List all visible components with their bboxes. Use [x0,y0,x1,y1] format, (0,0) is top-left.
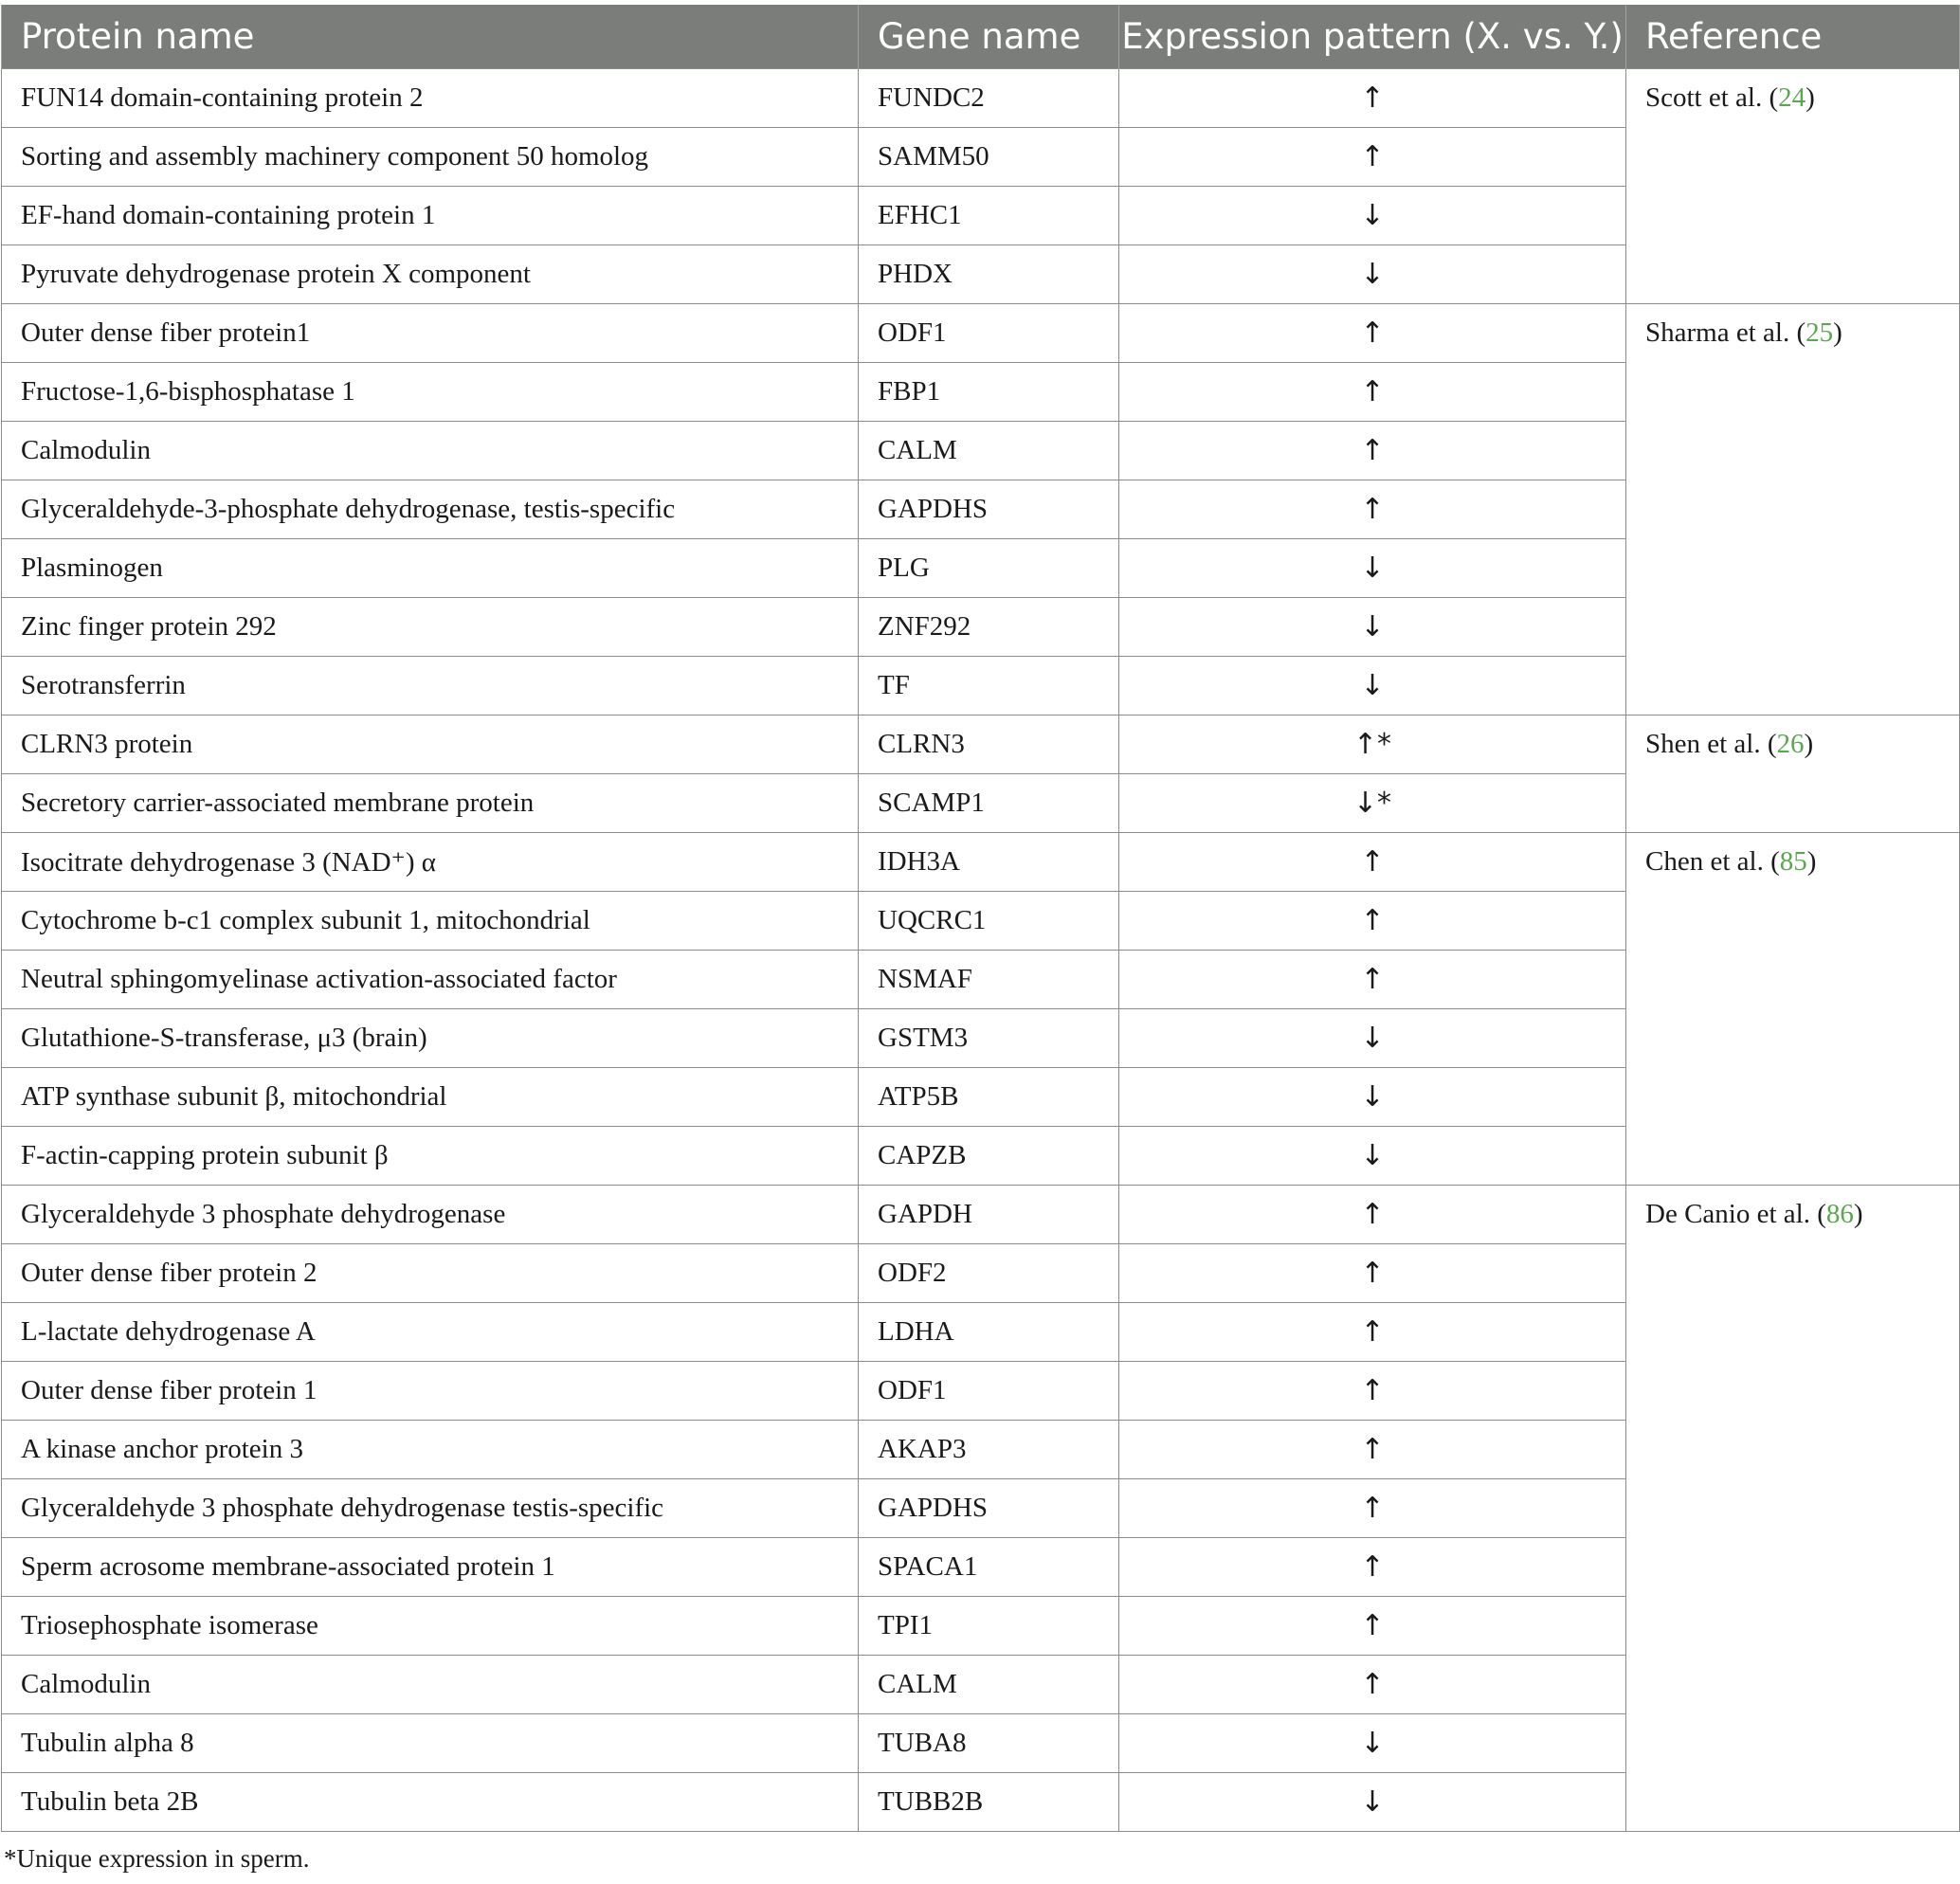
table-row [2,304,1960,363]
protein-name-cell: Calmodulin [2,422,859,480]
reference-author: Chen et al. [1645,846,1764,877]
expression-pattern-cell: ↑ [1119,833,1626,892]
header-protein-name: Protein name [2,5,859,69]
gene-name-cell: GAPDH [859,1186,1119,1244]
gene-name-cell: AKAP3 [859,1421,1119,1479]
expression-pattern-cell: ↑ [1119,1362,1626,1421]
protein-name-cell: ATP synthase subunit β, mitochondrial [2,1068,859,1127]
expression-pattern-cell: ↓ [1119,657,1626,716]
protein-name-cell: EF-hand domain-containing protein 1 [2,187,859,245]
expression-pattern-cell: ↓ [1119,1127,1626,1186]
expression-pattern-cell: ↑ [1119,1303,1626,1362]
expression-pattern-cell: ↑ [1119,951,1626,1009]
protein-name-cell: F-actin-capping protein subunit β [2,1127,859,1186]
protein-name-cell: Cytochrome b-c1 complex subunit 1, mitochondrial [2,892,859,951]
gene-name-cell: PHDX [859,245,1119,304]
expression-pattern-cell: ↓ [1119,1068,1626,1127]
gene-name-cell: GAPDHS [859,480,1119,539]
reference-author: Sharma et al. [1645,317,1790,348]
protein-name-cell: L-lactate dehydrogenase A [2,1303,859,1362]
gene-name-cell: EFHC1 [859,187,1119,245]
gene-name-cell: SCAMP1 [859,774,1119,833]
expression-pattern-cell: ↑ [1119,892,1626,951]
expression-pattern-cell: ↓ [1119,245,1626,304]
protein-name-cell: Glyceraldehyde 3 phosphate dehydrogenase testis-specific [2,1479,859,1538]
reference-cell: De Canio et al. (86) [1626,1186,1960,1832]
citation-link[interactable]: 86 [1825,1199,1854,1229]
gene-name-cell: CLRN3 [859,716,1119,774]
gene-name-cell: CAPZB [859,1127,1119,1186]
protein-name-cell: Sperm acrosome membrane-associated protein 1 [2,1538,859,1597]
gene-name-cell: TF [859,657,1119,716]
gene-name-cell: TPI1 [859,1597,1119,1656]
protein-name-cell: Glutathione-S-transferase, μ3 (brain) [2,1009,859,1068]
protein-name-cell: Zinc finger protein 292 [2,598,859,657]
header-expression-pattern: Expression pattern (X. vs. Y.) [1119,5,1626,69]
footnote: *Unique expression in sperm. [4,1844,310,1873]
expression-pattern-cell: ↓ [1119,1714,1626,1773]
reference-cell: Scott et al. (24) [1626,69,1960,304]
protein-name-cell: Glyceraldehyde-3-phosphate dehydrogenase, testis-specific [2,480,859,539]
protein-name-cell: Outer dense fiber protein 2 [2,1244,859,1303]
table-body [2,69,1960,1832]
reference-author: De Canio et al. [1645,1199,1810,1229]
protein-name-cell: FUN14 domain-containing protein 2 [2,69,859,128]
protein-name-cell: Tubulin alpha 8 [2,1714,859,1773]
gene-name-cell: SAMM50 [859,128,1119,187]
expression-pattern-cell: ↑ [1119,1244,1626,1303]
table-row [2,1186,1960,1244]
protein-name-cell: Neutral sphingomyelinase activation-associated factor [2,951,859,1009]
reference-cell: Sharma et al. (25) [1626,304,1960,716]
gene-name-cell: CALM [859,422,1119,480]
gene-name-cell: ODF1 [859,304,1119,363]
expression-pattern-cell: ↓ [1119,1009,1626,1068]
gene-name-cell: GSTM3 [859,1009,1119,1068]
protein-name-cell: CLRN3 protein [2,716,859,774]
expression-pattern-cell: ↑ [1119,1597,1626,1656]
expression-pattern-cell: ↑ [1119,1656,1626,1714]
expression-pattern-cell: ↓ [1119,598,1626,657]
protein-name-cell: Triosephosphate isomerase [2,1597,859,1656]
protein-name-cell: Serotransferrin [2,657,859,716]
header-reference: Reference [1626,5,1960,69]
gene-name-cell: FUNDC2 [859,69,1119,128]
expression-pattern-cell: ↑ [1119,363,1626,422]
gene-name-cell: GAPDHS [859,1479,1119,1538]
expression-pattern-cell: ↓ [1119,1773,1626,1832]
gene-name-cell: TUBA8 [859,1714,1119,1773]
citation-link[interactable]: 25 [1806,317,1834,348]
protein-name-cell: Glyceraldehyde 3 phosphate dehydrogenase [2,1186,859,1244]
protein-name-cell: Secretory carrier-associated membrane protein [2,774,859,833]
header-row [2,5,1960,69]
gene-name-cell: FBP1 [859,363,1119,422]
gene-name-cell: TUBB2B [859,1773,1119,1832]
expression-pattern-cell: ↑ [1119,304,1626,363]
gene-name-cell: CALM [859,1656,1119,1714]
gene-name-cell: NSMAF [859,951,1119,1009]
citation-link[interactable]: 26 [1776,729,1805,759]
expression-pattern-cell: ↑ [1119,480,1626,539]
protein-name-cell: Fructose-1,6-bisphosphatase 1 [2,363,859,422]
expression-pattern-cell: ↓* [1119,774,1626,833]
expression-pattern-cell: ↑ [1119,1479,1626,1538]
protein-name-cell: Tubulin beta 2B [2,1773,859,1832]
table-row [2,716,1960,774]
gene-name-cell: ODF1 [859,1362,1119,1421]
protein-name-cell: Outer dense fiber protein 1 [2,1362,859,1421]
gene-name-cell: PLG [859,539,1119,598]
expression-pattern-cell: ↑ [1119,1538,1626,1597]
gene-name-cell: ZNF292 [859,598,1119,657]
expression-pattern-cell: ↓ [1119,539,1626,598]
gene-name-cell: IDH3A [859,833,1119,892]
gene-name-cell: ODF2 [859,1244,1119,1303]
protein-name-cell: Isocitrate dehydrogenase 3 (NAD⁺) α [2,833,859,892]
reference-cell: Chen et al. (85) [1626,833,1960,1186]
expression-pattern-cell: ↑ [1119,128,1626,187]
expression-pattern-cell: ↑ [1119,422,1626,480]
reference-cell: Shen et al. (26) [1626,716,1960,833]
protein-name-cell: Calmodulin [2,1656,859,1714]
reference-author: Scott et al. [1645,82,1763,113]
expression-pattern-cell: ↑ [1119,69,1626,128]
expression-pattern-cell: ↑ [1119,1421,1626,1479]
gene-name-cell: SPACA1 [859,1538,1119,1597]
protein-table [1,5,1960,1832]
protein-name-cell: Pyruvate dehydrogenase protein X component [2,245,859,304]
protein-name-cell: Plasminogen [2,539,859,598]
reference-author: Shen et al. [1645,729,1761,759]
protein-name-cell: Sorting and assembly machinery component 50 homolog [2,128,859,187]
expression-pattern-cell: ↓ [1119,187,1626,245]
citation-link[interactable]: 24 [1778,82,1806,113]
gene-name-cell: LDHA [859,1303,1119,1362]
expression-pattern-cell: ↑* [1119,716,1626,774]
gene-name-cell: ATP5B [859,1068,1119,1127]
protein-name-cell: A kinase anchor protein 3 [2,1421,859,1479]
expression-pattern-cell: ↑ [1119,1186,1626,1244]
table-row [2,69,1960,128]
protein-name-cell: Outer dense fiber protein1 [2,304,859,363]
header-gene-name: Gene name [859,5,1119,69]
table-row [2,833,1960,892]
citation-link[interactable]: 85 [1779,846,1807,877]
gene-name-cell: UQCRC1 [859,892,1119,951]
